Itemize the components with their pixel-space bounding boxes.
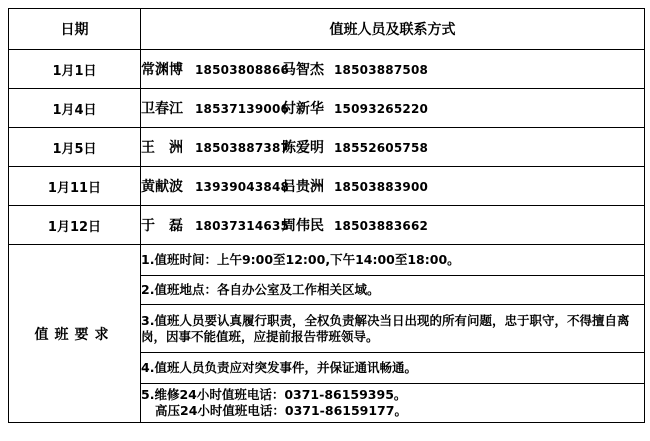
table-row [9, 167, 645, 206]
table-row [9, 50, 645, 89]
repair-hotline: 5.维修24小时值班电话：0371-86159395。 [141, 387, 407, 402]
table-row [9, 128, 645, 167]
staff-name: 王 洲 [141, 140, 183, 156]
contact-column-header: 值班人员及联系方式 [141, 9, 645, 50]
duty-date: 1月1日 [9, 50, 141, 89]
staff-name: 黄献波 [141, 179, 183, 195]
staff-phone: 18503808866 [195, 63, 290, 77]
requirement-row [9, 245, 645, 276]
staff-name: 周伟民 [282, 218, 324, 234]
header-row [9, 9, 645, 50]
staff-name: 吕贵洲 [282, 179, 324, 195]
requirement-item [141, 384, 645, 423]
staff-name: 常渊博 [141, 62, 183, 78]
staff-phone: 18503887387 [195, 141, 290, 155]
staff-phone: 18503883662 [334, 219, 429, 233]
requirement-item: 2.值班地点：各自办公室及工作相关区域。 [141, 276, 645, 305]
requirement-item: 4.值班人员负责应对突发事件，并保证通讯畅通。 [141, 353, 645, 384]
duty-contacts [141, 167, 645, 206]
duty-contacts [141, 206, 645, 245]
duty-date: 1月4日 [9, 89, 141, 128]
requirements-label: 值班要求 [9, 245, 141, 423]
staff-phone: 15093265220 [334, 102, 429, 116]
staff-phone: 18552605758 [334, 141, 429, 155]
duty-contacts [141, 50, 645, 89]
duty-date: 1月5日 [9, 128, 141, 167]
staff-phone: 18537139006 [195, 102, 290, 116]
staff-name: 付新华 [282, 101, 324, 117]
staff-phone: 18037314635 [195, 219, 290, 233]
duty-schedule-table [8, 8, 645, 423]
requirement-item: 3.值班人员要认真履行职责，全权负责解决当日出现的所有问题，忠于职守，不得擅自离岗，因事不能值班，应提前报告带班领导。 [141, 305, 645, 353]
duty-contacts [141, 128, 645, 167]
staff-phone: 13939043848 [195, 180, 290, 194]
duty-date: 1月12日 [9, 206, 141, 245]
duty-date: 1月11日 [9, 167, 141, 206]
duty-contacts [141, 89, 645, 128]
staff-phone: 18503887508 [334, 63, 429, 77]
table-row [9, 89, 645, 128]
staff-name: 于 磊 [141, 218, 183, 234]
staff-name: 陈爱明 [282, 140, 324, 156]
staff-phone: 18503883900 [334, 180, 429, 194]
table-row [9, 206, 645, 245]
requirement-item: 1.值班时间：上午9:00至12:00,下午14:00至18:00。 [141, 245, 645, 276]
staff-name: 卫春江 [141, 101, 183, 117]
staff-name: 马智杰 [282, 62, 324, 78]
date-column-header: 日期 [9, 9, 141, 50]
high-voltage-hotline: 高压24小时值班电话：0371-86159177。 [155, 403, 407, 418]
